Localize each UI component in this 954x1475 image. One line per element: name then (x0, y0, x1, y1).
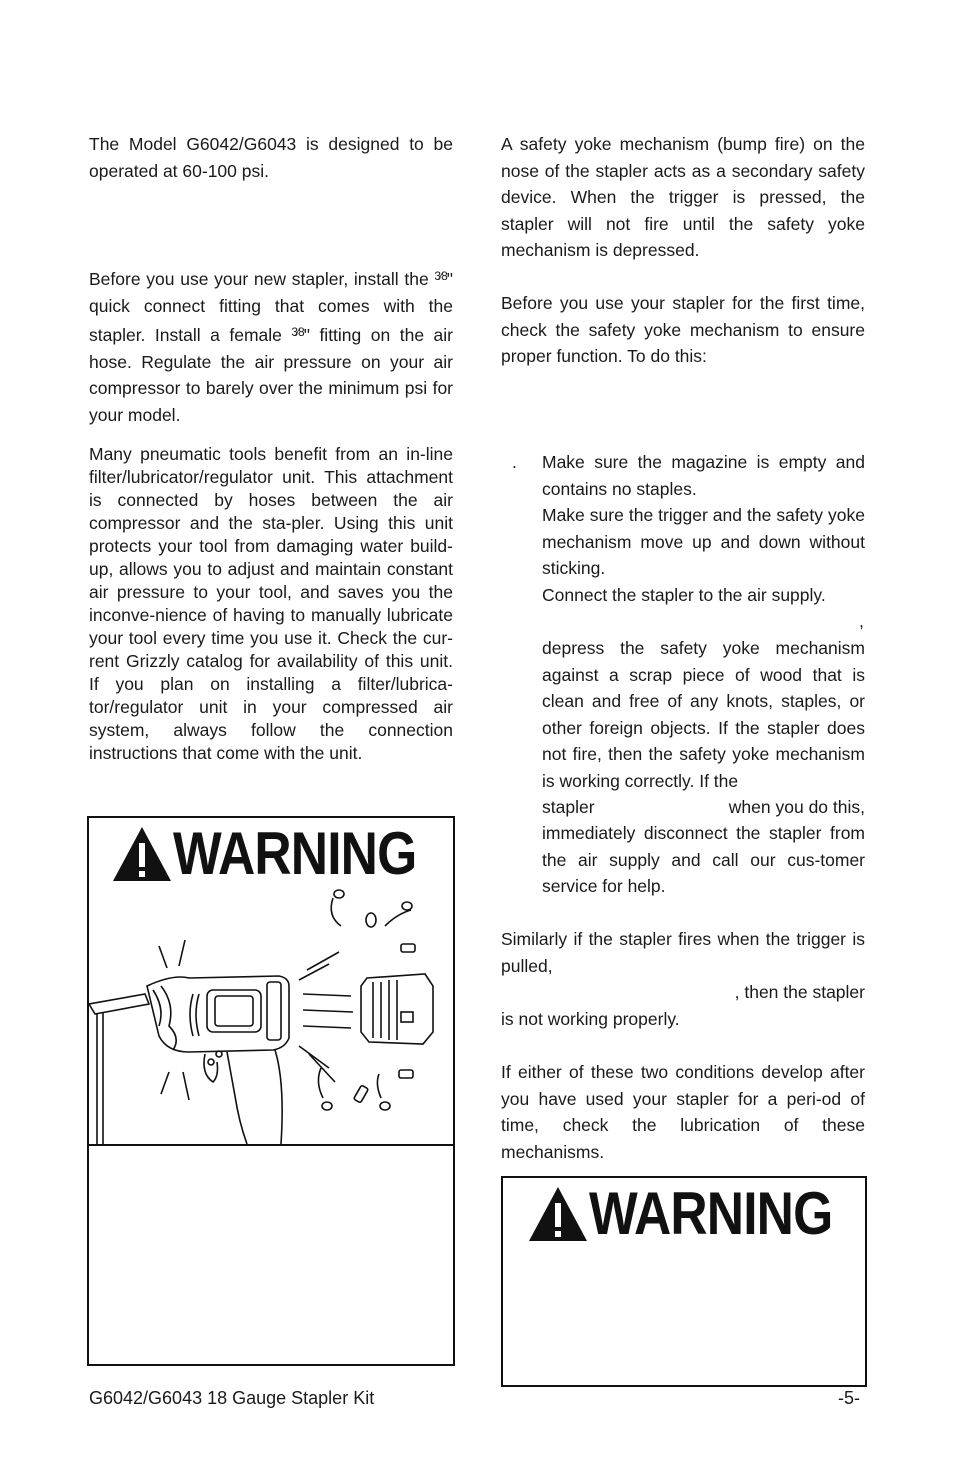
step-comma: , (859, 611, 864, 631)
similarly-paragraph: Similarly if the stapler fires when the trigger is pulled, (501, 929, 865, 976)
step-depress-yoke: depress the safety yoke mechanism against a scrap piece of wood that is clean and free of any knots, staples, or other foreign objects. If the stapler does not fire, then the safety yoke mechanism is working correctly. If the (542, 638, 865, 791)
page-number: -5- (838, 1388, 860, 1408)
quick-connect-paragraph: Before you use your new stapler, install the $^{3⁄8}$" quick connect fitting that comes with the stapler. Install a female $^{3⁄8}$" fitting on the air hose. Regulate the air pressure on your air compressor to barely over the minimum psi for your model. (89, 269, 453, 425)
warning-divider (89, 1144, 453, 1146)
stapler-exploded-illustration (89, 886, 453, 1144)
warning-header (111, 820, 456, 887)
step-stapler-word: stapler (542, 797, 595, 817)
fraction-three-eighths: 3⁄8 (434, 269, 447, 283)
similarly-continued: , then the stapler (734, 982, 865, 1002)
warning-title: WARNING (589, 1180, 833, 1247)
step-disconnect: immediately disconnect the stapler from the air supply and call our cus-tomer service for help. (542, 823, 865, 896)
step-empty-magazine: Make sure the magazine is empty and contains no staples. (542, 452, 865, 499)
conditions-paragraph: If either of these two conditions develop after you have used your stapler for a peri-od of time, check the lubrication of these mechanisms. (501, 1062, 865, 1162)
warning-title: WARNING (173, 820, 417, 887)
operating-pressure-paragraph: The Model G6042/G6043 is designed to be operated at 60-100 psi. (89, 134, 453, 181)
similarly-end: is not working properly. (501, 1009, 680, 1029)
fraction-three-eighths: 3⁄8 (291, 325, 304, 339)
warning-triangle-icon (527, 1185, 589, 1243)
warning-box-right (501, 1176, 867, 1387)
check-yoke-paragraph: Before you use your stapler for the first time, check the safety yoke mechanism to ensure proper function. To do this: (501, 293, 865, 366)
warning-triangle-icon (111, 825, 173, 883)
safety-yoke-paragraph: A safety yoke mechanism (bump fire) on the nose of the stapler acts as a secondary safety device. When the trigger is pressed, the stapler will not fire until the safety yoke mechanism is depressed. (501, 134, 865, 260)
footer-model-name: G6042/G6043 18 Gauge Stapler Kit (89, 1388, 375, 1408)
step-when-text: when you do this, (728, 797, 865, 817)
step-bullet: . (512, 452, 517, 472)
warning-box-left (87, 816, 455, 1366)
step-check-trigger: Make sure the trigger and the safety yoke mechanism move up and down without sticking. (542, 505, 865, 578)
filter-lubricator-paragraph: Many pneumatic tools benefit from an in-line filter/lubricator/regulator unit. This attachment is connected by hoses between the air compressor and the sta-pler. Using this unit protects your tool from damaging water build-up, allows you to adjust and maintain constant air pressure to your tool, and saves you the inconve-nience of having to manually lubricate your tool every time you use it. Check the cur-rent Grizzly catalog for availability of this unit. If you plan on installing a filter/lubrica-tor/regulator unit in your compressed air system, always follow the connection instructions that come with the unit. (89, 444, 453, 763)
warning-header (527, 1180, 872, 1247)
step-connect-air: Connect the stapler to the air supply. (542, 585, 826, 605)
